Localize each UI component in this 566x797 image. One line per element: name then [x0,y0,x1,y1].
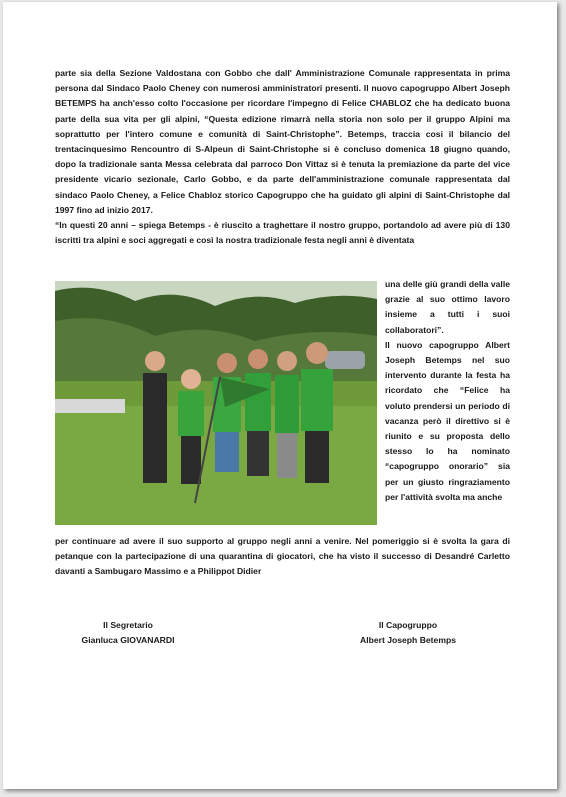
document-page [3,2,557,789]
group-leader-role: Il Capogruppo [378,620,438,630]
article-intro: parte sia della Sezione Valdostana con Gobbo che dall' Amministrazione Comunale rappresentata in prima persona dal Sindaco Paolo Cheney con numerosi amministratori presenti. Il nuovo capogruppo Albert Joseph BETEMPS ha anch'esso colto l'occasione per ricordare l'impegno di Felice CHABLOZ che ha dedicato buona parte della sua vita per gli alpini, “Questa edizione rimarrà nella storia non solo per il gruppo Alpini ma soprattutto per l'intero comune e comunità di Saint-Christophe”. Betemps, traccia cosi il bilancio del trentacinquesimo Rencountro di S-Alpeun di Saint-Christophe si è concluso domenica 18 giugno quando, dopo la tradizionale santa Messa celebrata dal parroco Don Vittaz si è tenuta la premiazione da parte del vice presidente vicario sezionale, Carlo Gobbo, e da parte dell'amministrazione comunale rappresentata dal sindaco Paolo Cheney, a Felice Chabloz storico Capogruppo che ha guidato gli alpini di Saint-Christophe dal 1997 fino ad inizio 2017. [55,68,510,215]
secretary-role: Il Segretario [103,620,153,630]
signature-secretary [43,618,213,648]
side-text-first: una delle giù grandi della valle grazie al suo ottimo lavoro insieme a tutti i suoi collaboratori”. [385,279,510,335]
article-body [55,66,510,248]
secretary-name: Gianluca GIOVANARDI [81,635,175,645]
side-text-second: Il nuovo capogruppo Albert Joseph Betemps nel suo intervento durante la festa ha ricordato che “Felice ha voluto prendersi un periodo di vacanza però il direttivo si è riunito e su proposta dello stesso lo ha nominato “capogruppo onorario” sia per un giusto ringraziamento per l'attività svolta ma anche [385,339,510,502]
group-leader-name: Albert Joseph Betemps [360,635,456,645]
article-tail: per continuare ad avere il suo supporto al gruppo negli anni a venire. Nel pomeriggio si è svolta la gara di petanque con la partecipazione di una quarantina di giocatori, che ha visto il successo di Desandré Carletto davanti a Sambugaro Massimo e a Philippot Didier [55,536,510,577]
side-column-text [385,277,510,505]
signature-group-leader [333,618,483,648]
article-quote: “In questi 20 anni – spiega Betemps - è riuscito a traghettare il nostro gruppo, portandolo ad avere più di 130 iscritti tra alpini e soci aggregati e così la nostra tradizionale festa negli anni è diventata [55,220,510,246]
group-photo [55,281,377,525]
